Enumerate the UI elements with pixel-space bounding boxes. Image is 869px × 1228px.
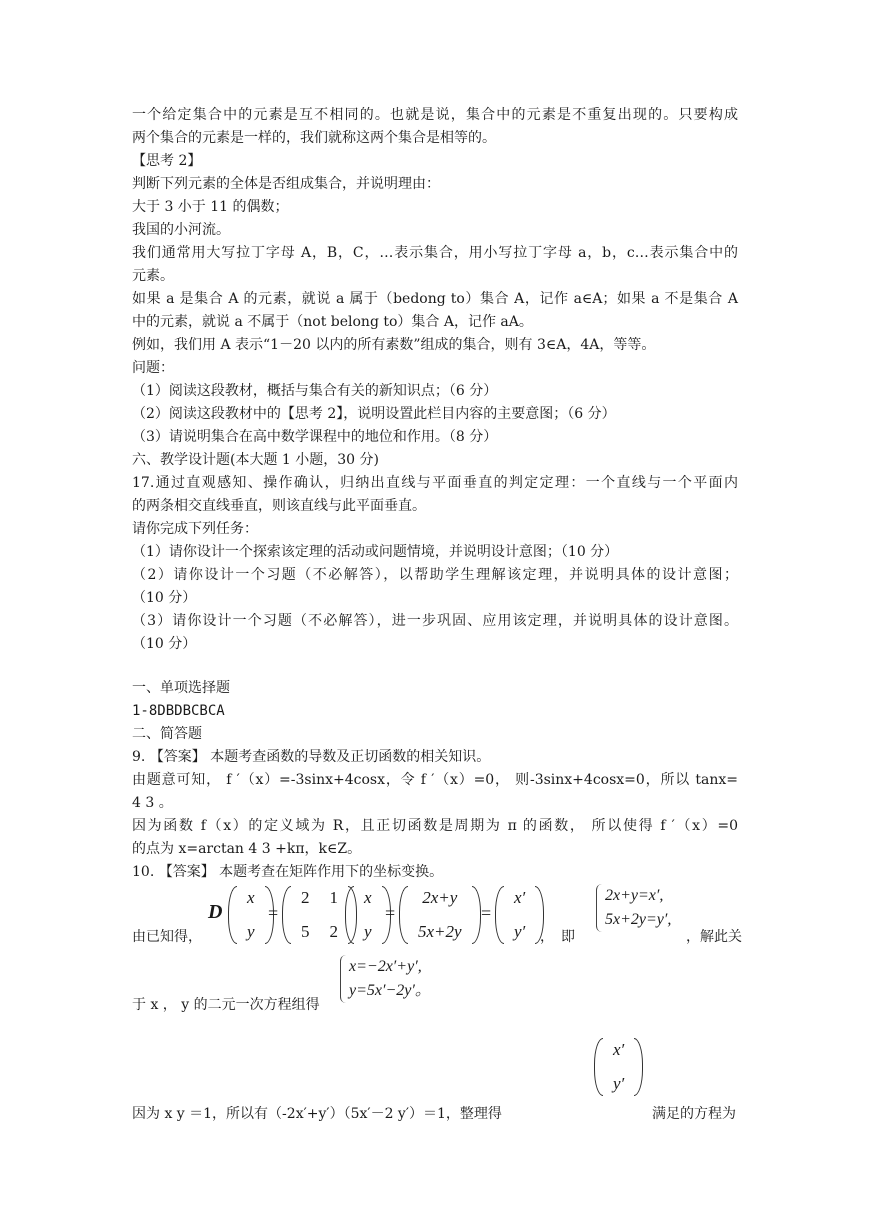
text-line: 于 x ， y 的二元一次方程组得: [132, 997, 320, 1013]
text-line: （10 分）: [132, 590, 197, 606]
entry: x′: [613, 1040, 625, 1059]
text-line: 4 3 。: [132, 795, 173, 811]
left-paren: [594, 1038, 603, 1096]
vector-body: [354, 888, 382, 942]
text-line: 请你完成下列任务：: [132, 521, 258, 537]
text-line: 例如，我们用 A 表示“1－20 以内的所有素数”组成的集合，则有 3∈A，4A，等等。: [132, 337, 656, 353]
left-paren: [345, 886, 354, 944]
vector-xy: [345, 886, 391, 944]
question-item: （3）请说明集合在高中数学课程中的地位和作用。（8 分）: [132, 429, 498, 445]
equation-system: [340, 955, 431, 1003]
vector-xy: [228, 886, 274, 944]
entry: y′: [613, 1074, 625, 1093]
entry: x: [247, 888, 255, 907]
text-line: 由题意可知， f ′（x）=-3sinx+4cosx，令 f ′（x）=0， 则-3sinx+4cosx=0，所以 tanx=: [132, 772, 738, 788]
question-item: （2）请你设计一个习题（不必解答），以帮助学生理解该定理，并说明具体的设计意图；: [132, 567, 738, 583]
entry: y: [364, 922, 372, 941]
equation-system: [596, 884, 671, 932]
right-paren: [634, 1038, 643, 1096]
matrix-body: [291, 888, 348, 942]
text-line: 因为函数 f（x）的定义域为 R，且正切函数是周期为 π 的函数， 所以使得 f ′（x）=0: [132, 818, 738, 834]
entry: y: [247, 922, 255, 941]
left-paren: [495, 886, 504, 944]
text-line: 因为 x y ＝1，所以有（-2x′+y′）（5x′－2 y′）＝1，整理得: [132, 1106, 502, 1122]
text-line: 的点为 x=arctan 4 3 +kπ，k∈Z。: [132, 841, 362, 857]
text-line: 一个给定集合中的元素是互不相同的。也就是说，集合中的元素是不重复出现的。只要构成: [132, 107, 738, 123]
right-paren: [472, 886, 481, 944]
equation: 2x+y=x′,: [605, 887, 664, 904]
question-item: （2）阅读这段教材中的【思考 2】，说明设置此栏目内容的主要意图；（6 分）: [132, 406, 616, 422]
left-paren: [228, 886, 237, 944]
left-paren: [282, 886, 291, 944]
text-line: 我国的小河流。: [132, 222, 230, 238]
equals-sign: =: [481, 903, 492, 923]
answer-key: 1-8DBDBCBCA: [132, 703, 225, 719]
text-line: 如果 a 是集合 A 的元素，就说 a 属于（bedong to）集合 A，记作 a∈A；如果 a 不是集合 A: [132, 291, 738, 307]
entry: x′: [514, 888, 526, 907]
section-heading: 一、单项选择题: [132, 680, 230, 696]
equation: x=−2x′+y′,: [349, 958, 422, 975]
entry: 2x+y: [422, 888, 458, 907]
vector-result: [399, 886, 481, 944]
text-line: 问题：: [132, 360, 174, 376]
text-line: 17.通过直观感知、操作确认，归纳出直线与平面垂直的判定定理：一个直线与一个平面内: [132, 475, 738, 491]
text-line: 我们通常用大写拉丁字母 A，B，C，…表示集合，用小写拉丁字母 a，b，c…表示集合中的: [132, 245, 738, 261]
text-line: 大于 3 小于 11 的偶数；: [132, 199, 289, 215]
text-line: 两个集合的元素是一样的，我们就称这两个集合是相等的。: [132, 130, 496, 146]
text-line: （10 分）: [132, 636, 197, 652]
left-paren: [399, 886, 408, 944]
text-fragment: ，解此关: [686, 929, 742, 945]
equation: 5x+2y=y′,: [605, 911, 672, 928]
vector-prime: [594, 1038, 643, 1096]
text-line: 判断下列元素的全体是否组成集合，并说明理由：: [132, 176, 440, 192]
text-fragment: 满足的方程为: [652, 1106, 736, 1122]
entry: x: [364, 888, 372, 907]
vector-body: [237, 888, 265, 942]
section-heading: 六、教学设计题(本大题 1 小题，30 分): [132, 452, 379, 468]
text-fragment: ， 即: [540, 929, 575, 945]
equals-sign: =: [268, 903, 279, 923]
answer-heading: 10. 【答案】 本题考查在矩阵作用下的坐标变换。: [132, 864, 444, 880]
entry: 5x+2y: [418, 922, 462, 941]
section-heading: 【思考 2】: [132, 153, 202, 169]
vector-prime: [495, 886, 544, 944]
text-line: 的两条相交直线垂直，则该直线与此平面垂直。: [132, 498, 426, 514]
question-item: （3）请你设计一个习题（不必解答），进一步巩固、应用该定理，并说明具体的设计意图。: [132, 613, 738, 629]
entry: 1: [329, 888, 338, 907]
vector-body: [408, 888, 472, 942]
vector-body: [504, 888, 535, 942]
section-heading: 二、简答题: [132, 726, 202, 742]
entry: 2: [301, 888, 310, 907]
question-item: （1）请你设计一个探索该定理的活动或问题情境，并说明设计意图；（10 分）: [132, 544, 619, 560]
text-line: 元素。: [132, 268, 174, 284]
vector-body: [603, 1040, 634, 1094]
matrix-symbol: D: [208, 901, 223, 923]
question-item: （1）阅读这段教材，概括与集合有关的新知识点；（6 分）: [132, 383, 498, 399]
equation: y=5x′−2y′。: [349, 982, 431, 999]
answer-heading: 9. 【答案】 本题考查函数的导数及正切函数的相关知识。: [132, 749, 491, 765]
entry: y′: [514, 922, 526, 941]
text-line: 中的元素，就说 a 不属于（not belong to）集合 A，记作 aA。: [132, 314, 533, 330]
entry: 5: [301, 922, 310, 941]
entry: 2: [329, 922, 338, 941]
text-line: 由已知得，: [132, 929, 202, 945]
equals-sign: =: [385, 903, 396, 923]
